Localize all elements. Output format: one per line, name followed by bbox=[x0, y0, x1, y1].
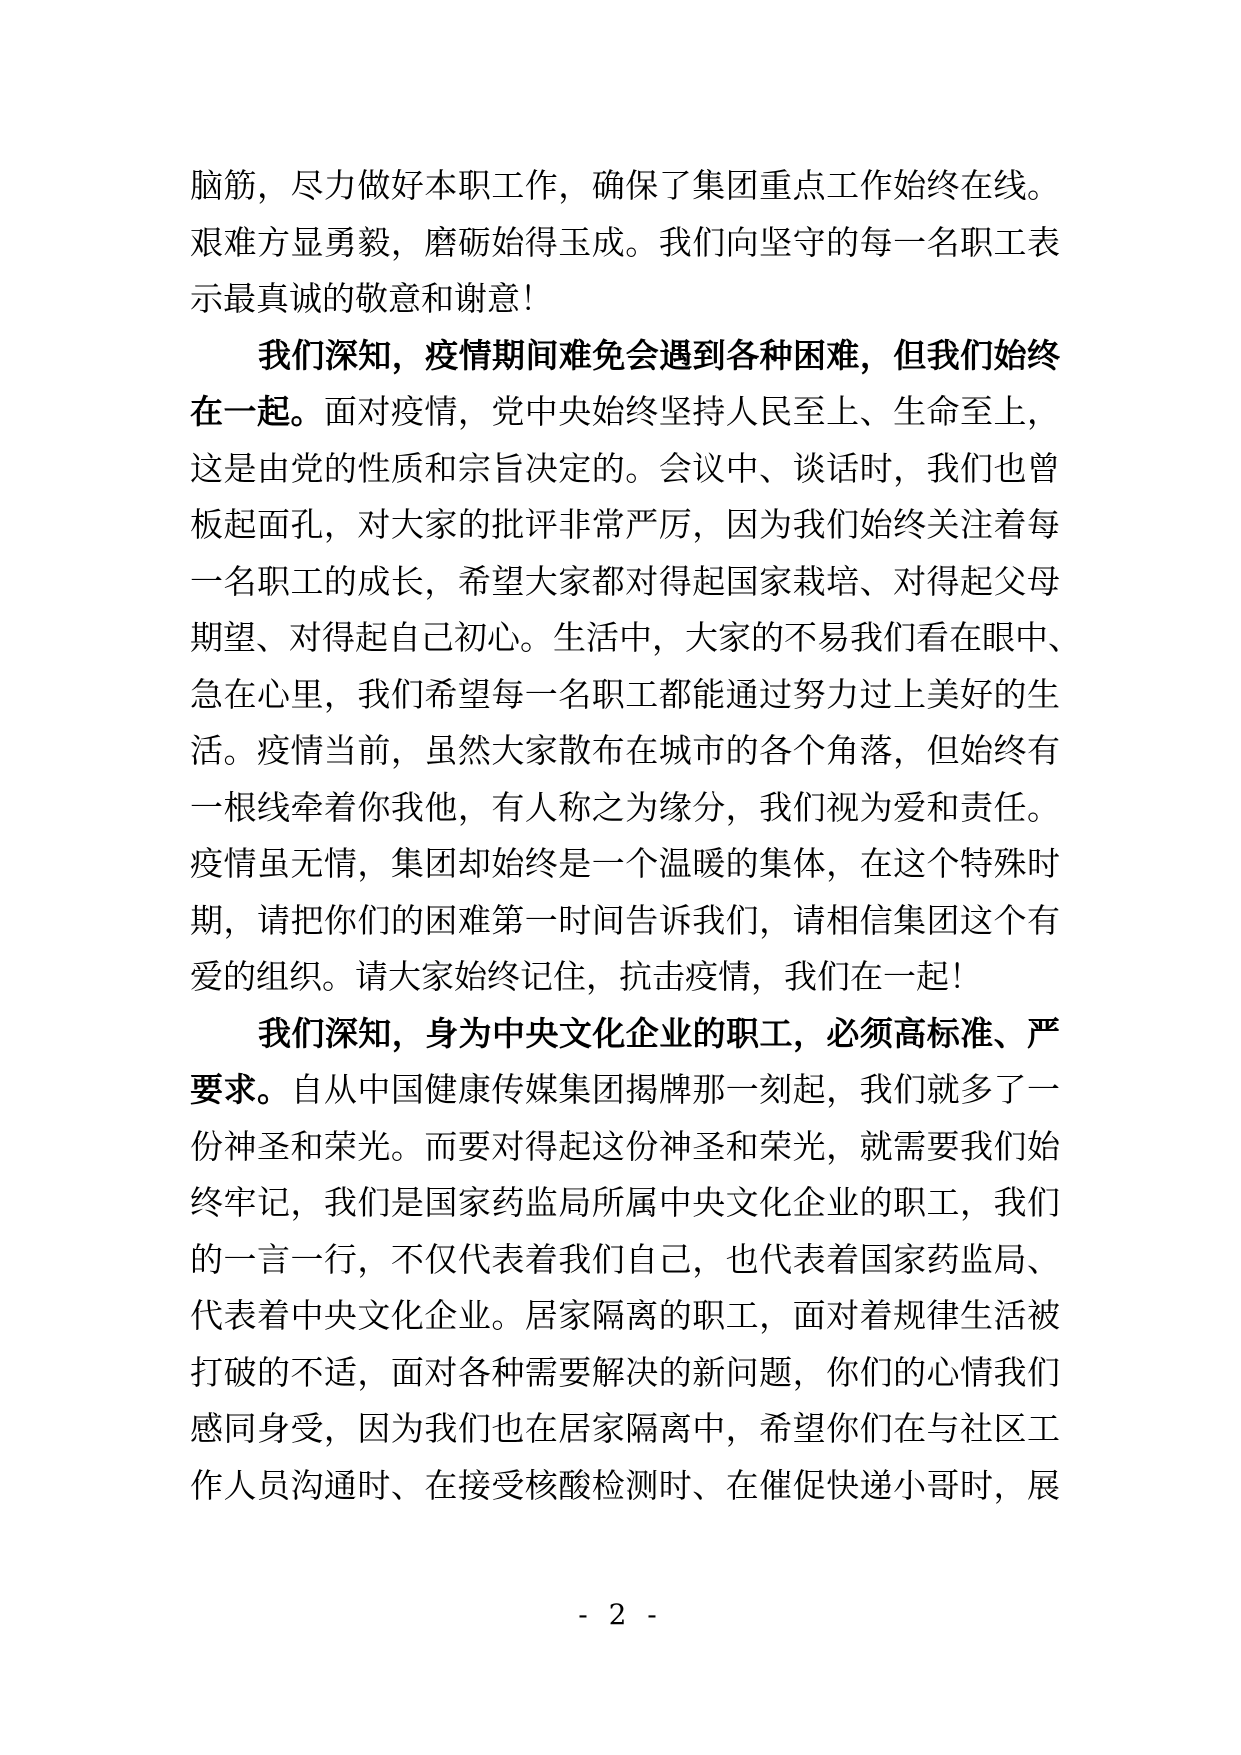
text-line: 活。疫情当前，虽然大家散布在城市的各个角落，但始终有 bbox=[190, 731, 1060, 770]
text-line: 一根线牵着你我他，有人称之为缘分，我们视为爱和责任。 bbox=[190, 787, 1060, 827]
page-number: - 2 - bbox=[578, 1598, 663, 1631]
text-line: 份神圣和荣光。而要对得起这份神圣和荣光，就需要我们始 bbox=[190, 1126, 1060, 1166]
text-line bbox=[190, 1062, 1060, 1119]
line-text: 面对疫情，党中央始终坚持人民至上、生命至上， bbox=[323, 392, 1061, 431]
text-line: 感同身受，因为我们也在居家隔离中，希望你们在与社区工 bbox=[190, 1409, 1060, 1448]
bold-lead-text: 在一起。 bbox=[190, 392, 324, 431]
paragraph-1 bbox=[190, 158, 1060, 328]
body-text bbox=[190, 158, 1081, 1514]
text-line: 疫情虽无情，集团却始终是一个温暖的集体，在这个特殊时 bbox=[190, 844, 1060, 883]
text-line: 这是由党的性质和宗旨决定的。会议中、谈话时，我们也曾 bbox=[190, 448, 1060, 488]
text-line: 终牢记，我们是国家药监局所属中央文化企业的职工，我们 bbox=[190, 1183, 1060, 1222]
paragraph-3 bbox=[190, 1006, 1060, 1515]
text-line: 板起面孔，对大家的批评非常严厉，因为我们始终关注着每 bbox=[190, 505, 1060, 544]
text-line: 急在心里，我们希望每一名职工都能通过努力过上美好的生 bbox=[190, 674, 1060, 714]
text-line: 艰难方显勇毅，磨砺始得玉成。我们向坚守的每一名职工表 bbox=[190, 222, 1060, 262]
text-line: 脑筋，尽力做好本职工作，确保了集团重点工作始终在线。 bbox=[190, 166, 1060, 205]
text-line: 示最真诚的敬意和谢意！ bbox=[190, 279, 553, 318]
text-line bbox=[190, 384, 1060, 441]
bold-lead-line: 我们深知，身为中央文化企业的职工，必须高标准、严 bbox=[258, 1013, 1060, 1053]
text-line: 期，请把你们的困难第一时间告诉我们，请相信集团这个有 bbox=[190, 900, 1060, 940]
bold-lead-line: 我们深知，疫情期间难免会遇到各种困难，但我们始终 bbox=[258, 335, 1060, 375]
text-line: 打破的不适，面对各种需要解决的新问题，你们的心情我们 bbox=[190, 1352, 1060, 1392]
text-line: 代表着中央文化企业。居家隔离的职工，面对着规律生活被 bbox=[190, 1296, 1060, 1335]
text-line: 作人员沟通时、在接受核酸检测时、在催促快递小哥时，展 bbox=[190, 1465, 1060, 1505]
text-line: 期望、对得起自己初心。生活中，大家的不易我们看在眼中、 bbox=[190, 618, 1081, 657]
bold-lead-text: 要求。 bbox=[190, 1070, 291, 1109]
paragraph-2 bbox=[190, 328, 1081, 1006]
text-line: 一名职工的成长，希望大家都对得起国家栽培、对得起父母 bbox=[190, 561, 1060, 601]
text-line: 爱的组织。请大家始终记住，抗击疫情，我们在一起！ bbox=[190, 957, 982, 996]
line-text: 自从中国健康传媒集团揭牌那一刻起，我们就多了一 bbox=[290, 1070, 1061, 1109]
text-line: 的一言一行，不仅代表着我们自己，也代表着国家药监局、 bbox=[190, 1239, 1060, 1279]
